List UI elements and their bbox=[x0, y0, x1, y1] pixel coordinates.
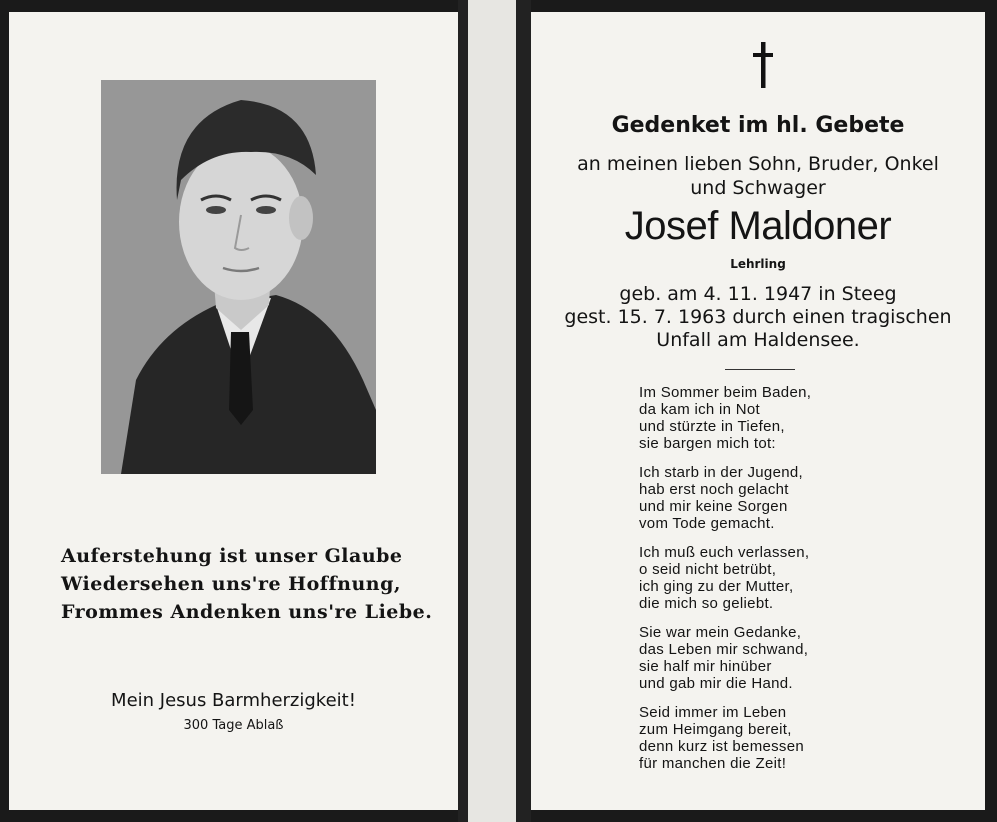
prayer-line: Mein Jesus Barmherzigkeit! bbox=[111, 690, 356, 711]
divider-rule bbox=[725, 369, 795, 370]
poem-line: für manchen die Zeit! bbox=[639, 755, 787, 772]
motto bbox=[61, 542, 441, 626]
memorial-card-front bbox=[9, 12, 458, 810]
date-line: geb. am 4. 11. 1947 in Steeg bbox=[619, 283, 897, 305]
life-dates bbox=[531, 283, 985, 352]
poem-stanza bbox=[639, 384, 969, 452]
poem-stanza bbox=[639, 624, 969, 692]
poem-line: sie half mir hinüber bbox=[639, 658, 772, 675]
intro-line: und Schwager bbox=[690, 177, 826, 199]
portrait-photo bbox=[101, 80, 376, 474]
motto-line: Wiedersehen uns're Hoffnung, bbox=[61, 573, 401, 595]
poem-stanza bbox=[639, 464, 969, 532]
intro-text bbox=[531, 152, 985, 200]
poem-line: Sie war mein Gedanke, bbox=[639, 624, 802, 641]
poem-line: und gab mir die Hand. bbox=[639, 675, 793, 692]
poem-line: und stürzte in Tiefen, bbox=[639, 418, 785, 435]
motto-line: Frommes Andenken uns're Liebe. bbox=[61, 601, 433, 623]
poem-line: zum Heimgang bereit, bbox=[639, 721, 792, 738]
poem-line: vom Tode gemacht. bbox=[639, 515, 775, 532]
memorial-poem bbox=[639, 384, 969, 784]
poem-stanza bbox=[639, 704, 969, 772]
card-gap bbox=[468, 0, 516, 822]
card-gap-shadow-right bbox=[516, 0, 531, 822]
poem-line: sie bargen mich tot: bbox=[639, 435, 776, 452]
poem-line: hab erst noch gelacht bbox=[639, 481, 789, 498]
occupation: Lehrling bbox=[730, 257, 786, 271]
portrait-image bbox=[101, 80, 376, 474]
motto-line: Auferstehung ist unser Glaube bbox=[61, 545, 403, 567]
poem-line: ich ging zu der Mutter, bbox=[639, 578, 794, 595]
indulgence-note: 300 Tage Ablaß bbox=[183, 718, 284, 733]
intro-line: an meinen lieben Sohn, Bruder, Onkel bbox=[577, 153, 939, 175]
memorial-card-back bbox=[531, 12, 985, 810]
poem-line: o seid nicht betrübt, bbox=[639, 561, 777, 578]
poem-line: und mir keine Sorgen bbox=[639, 498, 788, 515]
poem-line: Im Sommer beim Baden, bbox=[639, 384, 812, 401]
poem-line: das Leben mir schwand, bbox=[639, 641, 809, 658]
poem-line: denn kurz ist bemessen bbox=[639, 738, 805, 755]
date-line: Unfall am Haldensee. bbox=[656, 329, 860, 351]
poem-line: Ich starb in der Jugend, bbox=[639, 464, 803, 481]
card-gap-shadow bbox=[458, 0, 468, 822]
deceased-name: Josef Maldoner bbox=[624, 204, 892, 248]
poem-line: Seid immer im Leben bbox=[639, 704, 787, 721]
heading: Gedenket im hl. Gebete bbox=[611, 113, 905, 138]
date-line: gest. 15. 7. 1963 durch einen tragischen bbox=[564, 306, 952, 328]
poem-line: die mich so geliebt. bbox=[639, 595, 774, 612]
cross-icon bbox=[753, 42, 773, 88]
poem-stanza bbox=[639, 544, 969, 612]
poem-line: Ich muß euch verlassen, bbox=[639, 544, 810, 561]
poem-line: da kam ich in Not bbox=[639, 401, 760, 418]
